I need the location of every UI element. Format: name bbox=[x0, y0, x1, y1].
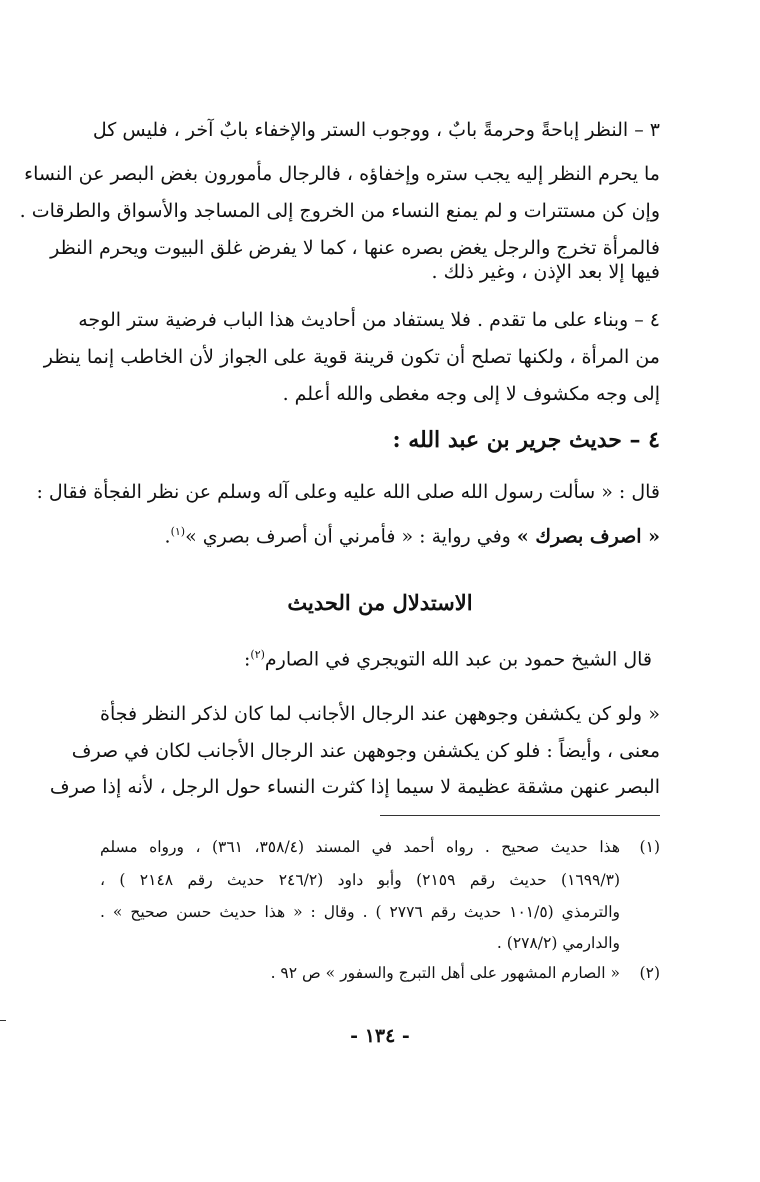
hadith-bold-quote: « اصرف بصرك » bbox=[516, 525, 660, 548]
text-line: « ولو كن يكشفن وجوههن عند الرجال الأجانب لما كان لذكر النظر فجأة bbox=[100, 703, 660, 725]
text-line: إلى وجه مكشوف لا إلى وجه مغطى والله أعلم . bbox=[282, 383, 660, 405]
intro-text: قال الشيخ حمود بن عبد الله التويجري في الصارم bbox=[264, 648, 652, 671]
section-heading: الاستدلال من الحديث bbox=[287, 590, 473, 615]
book-page bbox=[19, 0, 660, 1182]
text-line: ما يحرم النظر إليه يجب ستره وإخفاؤه ، فالرجال مأمورون بغض البصر عن النساء bbox=[24, 163, 660, 185]
text-line bbox=[100, 514, 660, 550]
text-line: فالمرأة تخرج والرجل يغض بصره عنها ، كما لا يفرض غلق البيوت ويحرم النظر bbox=[50, 237, 660, 259]
page-number: - ١٣٤ - bbox=[350, 1025, 410, 1047]
footnote-ref-1: (١) bbox=[170, 525, 186, 538]
text-line: معنى ، وأيضاً : فلو كن يكشفن وجوههن عند الرجال الأجانب لكان في صرف bbox=[71, 740, 660, 762]
text-line: ٤ – وبناء على ما تقدم . فلا يستفاد من أحاديث هذا الباب فرضية ستر الوجه bbox=[78, 309, 660, 331]
footnote-line: والدارمي (٢٧٨/٢) . bbox=[496, 934, 620, 952]
footnote-separator bbox=[380, 815, 660, 816]
hadith-end: . bbox=[164, 525, 171, 548]
hadith-narration: وفي رواية : « فأمرني أن أصرف بصري » bbox=[185, 525, 517, 548]
text-line: البصر عنهن مشقة عظيمة لا سيما إذا كثرت النساء حول الرجل ، لأنه إذا صرف bbox=[49, 776, 660, 798]
intro-end: : bbox=[244, 648, 251, 671]
footnote-line: « الصارم المشهور على أهل التبرج والسفور » ص ٩٢ . bbox=[270, 964, 620, 982]
text-line: وإن كن مستترات و لم يمنع النساء من الخروج إلى المساجد والأسواق والطرقات . bbox=[19, 200, 660, 222]
text-line: فيها إلا بعد الإذن ، وغير ذلك . bbox=[431, 261, 660, 283]
text-line: ٣ – النظر إباحةً وحرمةً بابٌ ، ووجوب الستر والإخفاء بابٌ آخر ، فليس كل bbox=[92, 119, 660, 141]
quote-intro bbox=[244, 648, 652, 670]
footnote-number: (١) bbox=[639, 838, 660, 856]
text-line: من المرأة ، ولكنها تصلح أن تكون قرينة قوية على الجواز لأن الخاطب إنما ينظر bbox=[43, 346, 660, 368]
hadith-heading: ٤ – حديث جرير بن عبد الله : bbox=[392, 427, 660, 453]
footnote-number: (٢) bbox=[639, 964, 660, 982]
text-line: قال : « سألت رسول الله صلى الله عليه وعلى آله وسلم عن نظر الفجأة فقال : bbox=[36, 481, 660, 503]
footnote-ref-2: (٢) bbox=[250, 648, 265, 661]
footnote-line: والترمذي (١٠١/٥ حديث رقم ٢٧٧٦ ) . وقال : « هذا حديث حسن صحيح » . bbox=[100, 903, 620, 921]
margin-mark bbox=[0, 1020, 6, 1021]
footnote-line: (١٦٩٩/٣) حديث رقم ٢١٥٩) وأبو داود (٢٤٦/٢ حديث رقم ٢١٤٨ ) ، bbox=[100, 871, 620, 889]
footnote-line: هذا حديث صحيح . رواه أحمد في المسند (٣٥٨/٤، ٣٦١) ، ورواه مسلم bbox=[100, 838, 620, 856]
